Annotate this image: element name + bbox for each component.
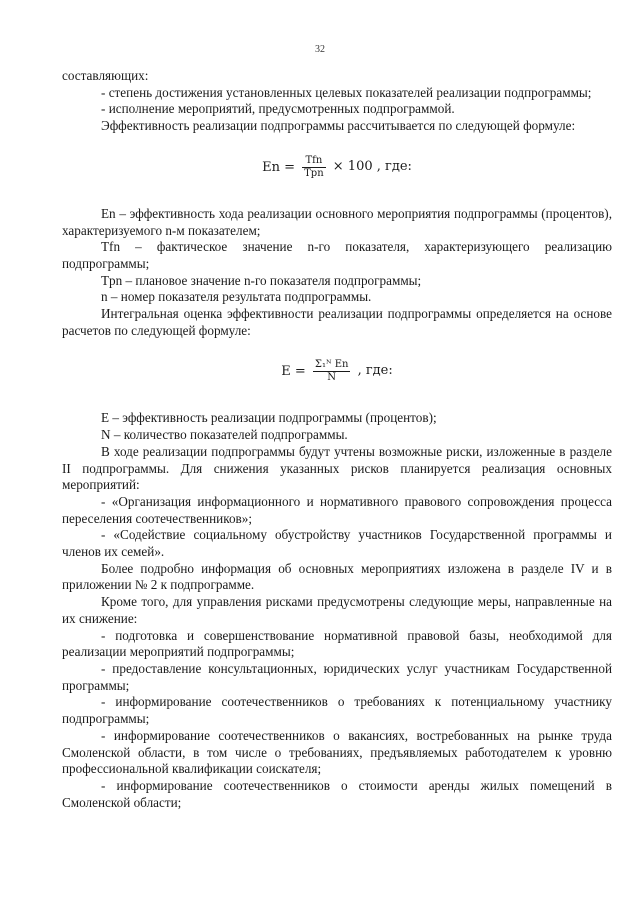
paragraph-group-intro [62, 68, 612, 135]
paragraph: - информирование соотечественников о вакансиях, востребованных на рынке труда Смоленской области, в том числе о требованиях, предъявляемых работодателем к уровню профессиональной квалификации соискателя; [62, 727, 612, 777]
formula-2-denominator: N [327, 372, 337, 384]
paragraph: - информирование соотечественников о стоимости аренды жилых помещений в Смоленской области; [62, 777, 612, 810]
formula-efficiency-en [62, 155, 612, 180]
paragraph-group-definitions [62, 206, 612, 340]
formula-1-lhs: En = [262, 159, 295, 175]
paragraph: - предоставление консультационных, юридических услуг участникам Государственной программы; [62, 660, 612, 693]
page-number: 32 [315, 44, 325, 55]
formula-1-fraction [302, 155, 326, 180]
formula-2-numerator: Σ₁ᴺ En [314, 359, 349, 371]
paragraph: В ходе реализации подпрограммы будут учтены возможные риски, изложенные в разделе II подпрограммы. Для снижения указанных рисков планируется реализация основных мероприятий: [62, 443, 612, 493]
paragraph: Tfn – фактическое значение n-го показателя, характеризующего реализацию подпрограммы; [62, 239, 612, 271]
formula-1-numerator: Tfn [302, 155, 326, 168]
paragraph: N – количество показателей подпрограммы. [101, 427, 348, 443]
paragraph: Эффективность реализации подпрограммы рассчитывается по следующей формуле: [101, 118, 576, 134]
paragraph: - степень достижения установленных целевых показателей реализации подпрограммы; [101, 84, 592, 100]
formula-integral-e [62, 359, 612, 384]
paragraph: En – эффективность хода реализации основного мероприятия подпрограммы (процентов), характеризуемого n-м показателем; [62, 205, 612, 238]
paragraph: Tpn – плановое значение n-го показателя подпрограммы; [101, 272, 422, 288]
paragraph: - «Содействие социальному обустройству участников Государственной программы и членов их семей». [62, 527, 612, 560]
paragraph: n – номер показателя результата подпрограммы. [101, 289, 372, 305]
paragraph: Кроме того, для управления рисками предусмотрены следующие меры, направленные на их снижение: [62, 594, 612, 626]
paragraph-group-risks [62, 410, 612, 811]
formula-2-rhs: , где: [357, 363, 393, 379]
paragraph: - подготовка и совершенствование нормативной правовой базы, необходимой для реализации мероприятий подпрограммы; [62, 627, 612, 660]
formula-2-fraction [313, 359, 351, 384]
formula-1-rhs: × 100 , где: [332, 158, 412, 174]
paragraph: - информирование соотечественников о требованиях к потенциальному участнику подпрограммы; [62, 694, 612, 727]
formula-1-denominator: Tpn [304, 167, 324, 179]
paragraph: - «Организация информационного и нормативного правового сопровождения процесса переселения соотечественников»; [62, 493, 612, 526]
paragraph: Интегральная оценка эффективности реализации подпрограммы определяется на основе расчетов по следующей формуле: [62, 306, 612, 338]
paragraph: составляющих: [62, 68, 149, 83]
document-body [62, 68, 612, 811]
paragraph: Более подробно информация об основных мероприятиях изложена в разделе IV и в приложении № 2 к подпрограмме. [62, 560, 612, 593]
paragraph: - исполнение мероприятий, предусмотренных подпрограммой. [101, 101, 455, 117]
paragraph: E – эффективность реализации подпрограммы (процентов); [101, 410, 437, 426]
formula-2-lhs: E = [281, 364, 306, 380]
